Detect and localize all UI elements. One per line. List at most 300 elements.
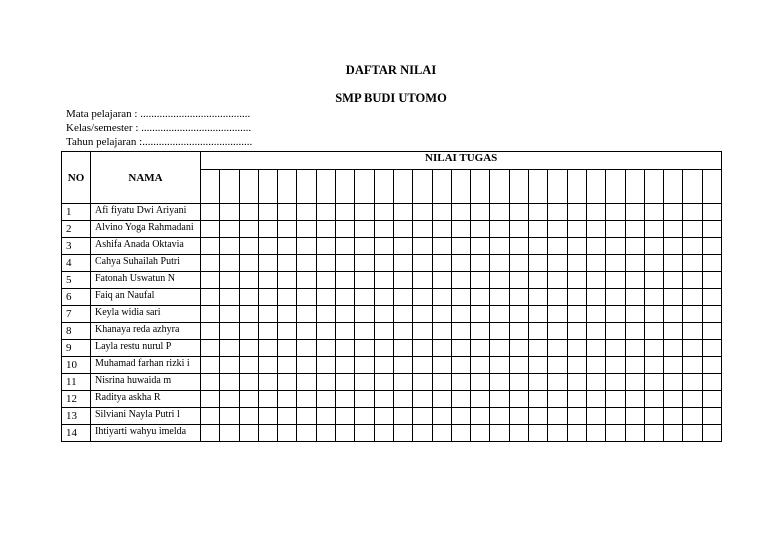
score-cell[interactable]	[702, 221, 722, 238]
score-cell[interactable]	[393, 238, 412, 255]
score-cell[interactable]	[490, 374, 509, 391]
score-cell[interactable]	[702, 323, 722, 340]
score-cell[interactable]	[432, 323, 451, 340]
score-cell[interactable]	[702, 357, 722, 374]
score-cell[interactable]	[529, 272, 548, 289]
score-cell[interactable]	[509, 272, 528, 289]
score-cell[interactable]	[644, 340, 663, 357]
score-cell[interactable]	[529, 289, 548, 306]
score-cell[interactable]	[355, 357, 374, 374]
score-cell[interactable]	[336, 204, 355, 221]
score-cell[interactable]	[509, 289, 528, 306]
score-cell[interactable]	[548, 204, 567, 221]
score-cell[interactable]	[297, 289, 316, 306]
score-cell[interactable]	[644, 255, 663, 272]
score-cell[interactable]	[664, 306, 683, 323]
score-cell[interactable]	[355, 204, 374, 221]
score-cell[interactable]	[258, 306, 277, 323]
score-cell[interactable]	[297, 221, 316, 238]
score-cell[interactable]	[355, 408, 374, 425]
score-cell[interactable]	[702, 425, 722, 442]
score-cell[interactable]	[664, 255, 683, 272]
score-cell[interactable]	[393, 425, 412, 442]
score-cell[interactable]	[201, 357, 220, 374]
score-cell[interactable]	[529, 374, 548, 391]
score-cell[interactable]	[355, 340, 374, 357]
score-cell[interactable]	[413, 408, 432, 425]
score-cell[interactable]	[509, 408, 528, 425]
score-cell[interactable]	[451, 289, 470, 306]
score-cell[interactable]	[393, 306, 412, 323]
score-cell[interactable]	[336, 255, 355, 272]
score-cell[interactable]	[567, 255, 586, 272]
score-cell[interactable]	[509, 340, 528, 357]
score-cell[interactable]	[258, 340, 277, 357]
score-cell[interactable]	[490, 255, 509, 272]
score-cell[interactable]	[336, 272, 355, 289]
score-cell[interactable]	[336, 357, 355, 374]
score-cell[interactable]	[201, 289, 220, 306]
score-cell[interactable]	[393, 391, 412, 408]
score-cell[interactable]	[355, 374, 374, 391]
score-cell[interactable]	[432, 221, 451, 238]
score-cell[interactable]	[355, 306, 374, 323]
score-cell[interactable]	[336, 374, 355, 391]
score-cell[interactable]	[586, 425, 605, 442]
score-cell[interactable]	[586, 272, 605, 289]
score-cell[interactable]	[413, 306, 432, 323]
score-cell[interactable]	[316, 272, 335, 289]
score-cell[interactable]	[471, 374, 490, 391]
score-cell[interactable]	[316, 221, 335, 238]
score-cell[interactable]	[278, 289, 297, 306]
score-cell[interactable]	[336, 306, 355, 323]
score-cell[interactable]	[567, 323, 586, 340]
score-cell[interactable]	[413, 425, 432, 442]
score-cell[interactable]	[393, 374, 412, 391]
score-cell[interactable]	[451, 221, 470, 238]
score-cell[interactable]	[201, 255, 220, 272]
score-cell[interactable]	[239, 238, 258, 255]
score-cell[interactable]	[548, 425, 567, 442]
score-cell[interactable]	[644, 408, 663, 425]
score-cell[interactable]	[529, 306, 548, 323]
score-cell[interactable]	[413, 238, 432, 255]
score-cell[interactable]	[374, 391, 393, 408]
score-cell[interactable]	[297, 340, 316, 357]
score-cell[interactable]	[278, 374, 297, 391]
score-cell[interactable]	[509, 323, 528, 340]
score-cell[interactable]	[239, 323, 258, 340]
score-cell[interactable]	[336, 408, 355, 425]
score-cell[interactable]	[374, 255, 393, 272]
score-cell[interactable]	[490, 289, 509, 306]
score-cell[interactable]	[606, 408, 625, 425]
score-cell[interactable]	[548, 340, 567, 357]
score-cell[interactable]	[548, 408, 567, 425]
score-cell[interactable]	[278, 272, 297, 289]
score-cell[interactable]	[278, 221, 297, 238]
score-cell[interactable]	[490, 306, 509, 323]
score-cell[interactable]	[220, 374, 239, 391]
score-cell[interactable]	[220, 238, 239, 255]
score-cell[interactable]	[393, 289, 412, 306]
score-cell[interactable]	[201, 425, 220, 442]
score-cell[interactable]	[644, 391, 663, 408]
score-cell[interactable]	[702, 374, 722, 391]
score-cell[interactable]	[451, 306, 470, 323]
score-cell[interactable]	[374, 357, 393, 374]
score-cell[interactable]	[316, 323, 335, 340]
score-cell[interactable]	[413, 323, 432, 340]
score-cell[interactable]	[625, 357, 644, 374]
score-cell[interactable]	[509, 374, 528, 391]
score-cell[interactable]	[413, 357, 432, 374]
score-cell[interactable]	[625, 391, 644, 408]
score-cell[interactable]	[548, 289, 567, 306]
score-cell[interactable]	[451, 255, 470, 272]
score-cell[interactable]	[625, 374, 644, 391]
score-cell[interactable]	[336, 340, 355, 357]
score-cell[interactable]	[393, 357, 412, 374]
score-cell[interactable]	[644, 272, 663, 289]
score-cell[interactable]	[606, 204, 625, 221]
score-cell[interactable]	[393, 340, 412, 357]
score-cell[interactable]	[567, 374, 586, 391]
score-cell[interactable]	[278, 425, 297, 442]
score-cell[interactable]	[606, 340, 625, 357]
score-cell[interactable]	[625, 323, 644, 340]
score-cell[interactable]	[393, 204, 412, 221]
score-cell[interactable]	[509, 238, 528, 255]
score-cell[interactable]	[258, 391, 277, 408]
score-cell[interactable]	[239, 425, 258, 442]
score-cell[interactable]	[201, 221, 220, 238]
score-cell[interactable]	[278, 408, 297, 425]
score-cell[interactable]	[644, 374, 663, 391]
score-cell[interactable]	[432, 340, 451, 357]
score-cell[interactable]	[548, 374, 567, 391]
score-cell[interactable]	[201, 306, 220, 323]
score-cell[interactable]	[451, 323, 470, 340]
score-cell[interactable]	[258, 425, 277, 442]
score-cell[interactable]	[606, 391, 625, 408]
score-cell[interactable]	[625, 255, 644, 272]
score-cell[interactable]	[606, 357, 625, 374]
score-cell[interactable]	[644, 204, 663, 221]
score-cell[interactable]	[201, 340, 220, 357]
score-cell[interactable]	[336, 289, 355, 306]
score-cell[interactable]	[529, 357, 548, 374]
score-cell[interactable]	[548, 221, 567, 238]
score-cell[interactable]	[683, 408, 702, 425]
score-cell[interactable]	[297, 238, 316, 255]
score-cell[interactable]	[297, 425, 316, 442]
score-cell[interactable]	[220, 289, 239, 306]
score-cell[interactable]	[683, 306, 702, 323]
score-cell[interactable]	[239, 357, 258, 374]
score-cell[interactable]	[548, 391, 567, 408]
score-cell[interactable]	[683, 221, 702, 238]
score-cell[interactable]	[355, 255, 374, 272]
score-cell[interactable]	[567, 408, 586, 425]
score-cell[interactable]	[606, 306, 625, 323]
score-cell[interactable]	[702, 306, 722, 323]
score-cell[interactable]	[413, 204, 432, 221]
score-cell[interactable]	[220, 255, 239, 272]
score-cell[interactable]	[393, 255, 412, 272]
score-cell[interactable]	[683, 238, 702, 255]
score-cell[interactable]	[586, 238, 605, 255]
score-cell[interactable]	[297, 357, 316, 374]
score-cell[interactable]	[278, 391, 297, 408]
score-cell[interactable]	[529, 238, 548, 255]
score-cell[interactable]	[239, 408, 258, 425]
score-cell[interactable]	[239, 340, 258, 357]
score-cell[interactable]	[664, 374, 683, 391]
score-cell[interactable]	[567, 238, 586, 255]
score-cell[interactable]	[355, 238, 374, 255]
score-cell[interactable]	[471, 289, 490, 306]
score-cell[interactable]	[664, 340, 683, 357]
score-cell[interactable]	[625, 221, 644, 238]
score-cell[interactable]	[297, 204, 316, 221]
score-cell[interactable]	[644, 238, 663, 255]
score-cell[interactable]	[548, 323, 567, 340]
score-cell[interactable]	[529, 221, 548, 238]
score-cell[interactable]	[664, 272, 683, 289]
score-cell[interactable]	[413, 289, 432, 306]
score-cell[interactable]	[239, 306, 258, 323]
score-cell[interactable]	[509, 425, 528, 442]
score-cell[interactable]	[490, 425, 509, 442]
score-cell[interactable]	[374, 374, 393, 391]
score-cell[interactable]	[490, 408, 509, 425]
score-cell[interactable]	[258, 408, 277, 425]
score-cell[interactable]	[586, 255, 605, 272]
score-cell[interactable]	[393, 408, 412, 425]
score-cell[interactable]	[374, 272, 393, 289]
score-cell[interactable]	[451, 238, 470, 255]
score-cell[interactable]	[586, 289, 605, 306]
score-cell[interactable]	[316, 238, 335, 255]
score-cell[interactable]	[297, 306, 316, 323]
score-cell[interactable]	[316, 306, 335, 323]
score-cell[interactable]	[297, 391, 316, 408]
score-cell[interactable]	[586, 391, 605, 408]
score-cell[interactable]	[567, 289, 586, 306]
score-cell[interactable]	[644, 221, 663, 238]
score-cell[interactable]	[201, 272, 220, 289]
score-cell[interactable]	[355, 272, 374, 289]
score-cell[interactable]	[664, 289, 683, 306]
score-cell[interactable]	[567, 425, 586, 442]
score-cell[interactable]	[471, 272, 490, 289]
score-cell[interactable]	[432, 238, 451, 255]
score-cell[interactable]	[471, 255, 490, 272]
score-cell[interactable]	[548, 306, 567, 323]
score-cell[interactable]	[258, 255, 277, 272]
score-cell[interactable]	[625, 272, 644, 289]
score-cell[interactable]	[683, 340, 702, 357]
score-cell[interactable]	[316, 204, 335, 221]
score-cell[interactable]	[471, 204, 490, 221]
score-cell[interactable]	[451, 374, 470, 391]
score-cell[interactable]	[451, 340, 470, 357]
score-cell[interactable]	[625, 289, 644, 306]
score-cell[interactable]	[529, 255, 548, 272]
score-cell[interactable]	[683, 272, 702, 289]
score-cell[interactable]	[586, 323, 605, 340]
score-cell[interactable]	[393, 221, 412, 238]
score-cell[interactable]	[625, 306, 644, 323]
score-cell[interactable]	[393, 272, 412, 289]
score-cell[interactable]	[432, 425, 451, 442]
score-cell[interactable]	[702, 272, 722, 289]
score-cell[interactable]	[490, 238, 509, 255]
score-cell[interactable]	[201, 238, 220, 255]
score-cell[interactable]	[490, 204, 509, 221]
score-cell[interactable]	[297, 323, 316, 340]
score-cell[interactable]	[606, 221, 625, 238]
score-cell[interactable]	[413, 340, 432, 357]
score-cell[interactable]	[278, 255, 297, 272]
score-cell[interactable]	[316, 357, 335, 374]
score-cell[interactable]	[702, 255, 722, 272]
score-cell[interactable]	[336, 425, 355, 442]
score-cell[interactable]	[548, 272, 567, 289]
score-cell[interactable]	[625, 408, 644, 425]
score-cell[interactable]	[490, 340, 509, 357]
score-cell[interactable]	[374, 204, 393, 221]
score-cell[interactable]	[644, 425, 663, 442]
score-cell[interactable]	[316, 289, 335, 306]
score-cell[interactable]	[297, 408, 316, 425]
score-cell[interactable]	[278, 323, 297, 340]
score-cell[interactable]	[432, 255, 451, 272]
score-cell[interactable]	[316, 255, 335, 272]
score-cell[interactable]	[702, 238, 722, 255]
score-cell[interactable]	[432, 289, 451, 306]
score-cell[interactable]	[683, 357, 702, 374]
score-cell[interactable]	[644, 306, 663, 323]
score-cell[interactable]	[606, 238, 625, 255]
score-cell[interactable]	[471, 221, 490, 238]
score-cell[interactable]	[432, 357, 451, 374]
score-cell[interactable]	[471, 323, 490, 340]
score-cell[interactable]	[683, 425, 702, 442]
score-cell[interactable]	[625, 238, 644, 255]
score-cell[interactable]	[278, 204, 297, 221]
score-cell[interactable]	[355, 391, 374, 408]
score-cell[interactable]	[509, 357, 528, 374]
score-cell[interactable]	[625, 204, 644, 221]
score-cell[interactable]	[529, 204, 548, 221]
score-cell[interactable]	[471, 340, 490, 357]
score-cell[interactable]	[548, 357, 567, 374]
score-cell[interactable]	[374, 289, 393, 306]
score-cell[interactable]	[664, 391, 683, 408]
score-cell[interactable]	[336, 238, 355, 255]
score-cell[interactable]	[413, 255, 432, 272]
score-cell[interactable]	[702, 289, 722, 306]
score-cell[interactable]	[683, 289, 702, 306]
score-cell[interactable]	[625, 340, 644, 357]
score-cell[interactable]	[201, 204, 220, 221]
score-cell[interactable]	[606, 289, 625, 306]
score-cell[interactable]	[586, 221, 605, 238]
score-cell[interactable]	[702, 391, 722, 408]
score-cell[interactable]	[625, 425, 644, 442]
score-cell[interactable]	[258, 272, 277, 289]
score-cell[interactable]	[413, 272, 432, 289]
score-cell[interactable]	[374, 340, 393, 357]
score-cell[interactable]	[567, 272, 586, 289]
score-cell[interactable]	[529, 425, 548, 442]
score-cell[interactable]	[374, 306, 393, 323]
score-cell[interactable]	[355, 221, 374, 238]
score-cell[interactable]	[451, 408, 470, 425]
score-cell[interactable]	[220, 340, 239, 357]
score-cell[interactable]	[490, 357, 509, 374]
score-cell[interactable]	[258, 357, 277, 374]
score-cell[interactable]	[586, 340, 605, 357]
score-cell[interactable]	[432, 391, 451, 408]
score-cell[interactable]	[606, 272, 625, 289]
score-cell[interactable]	[451, 204, 470, 221]
score-cell[interactable]	[355, 425, 374, 442]
score-cell[interactable]	[567, 340, 586, 357]
score-cell[interactable]	[297, 255, 316, 272]
score-cell[interactable]	[220, 391, 239, 408]
score-cell[interactable]	[316, 391, 335, 408]
score-cell[interactable]	[702, 408, 722, 425]
score-cell[interactable]	[239, 391, 258, 408]
score-cell[interactable]	[258, 323, 277, 340]
score-cell[interactable]	[220, 306, 239, 323]
score-cell[interactable]	[664, 221, 683, 238]
score-cell[interactable]	[432, 374, 451, 391]
score-cell[interactable]	[258, 374, 277, 391]
score-cell[interactable]	[567, 306, 586, 323]
score-cell[interactable]	[586, 374, 605, 391]
score-cell[interactable]	[529, 323, 548, 340]
score-cell[interactable]	[297, 374, 316, 391]
score-cell[interactable]	[220, 221, 239, 238]
score-cell[interactable]	[509, 391, 528, 408]
score-cell[interactable]	[529, 340, 548, 357]
score-cell[interactable]	[567, 204, 586, 221]
score-cell[interactable]	[220, 425, 239, 442]
score-cell[interactable]	[258, 238, 277, 255]
score-cell[interactable]	[278, 357, 297, 374]
score-cell[interactable]	[432, 272, 451, 289]
score-cell[interactable]	[239, 255, 258, 272]
score-cell[interactable]	[413, 221, 432, 238]
score-cell[interactable]	[702, 204, 722, 221]
score-cell[interactable]	[567, 391, 586, 408]
score-cell[interactable]	[239, 272, 258, 289]
score-cell[interactable]	[239, 221, 258, 238]
score-cell[interactable]	[451, 425, 470, 442]
score-cell[interactable]	[490, 323, 509, 340]
score-cell[interactable]	[316, 408, 335, 425]
score-cell[interactable]	[413, 374, 432, 391]
score-cell[interactable]	[490, 391, 509, 408]
score-cell[interactable]	[529, 408, 548, 425]
score-cell[interactable]	[451, 272, 470, 289]
score-cell[interactable]	[664, 238, 683, 255]
